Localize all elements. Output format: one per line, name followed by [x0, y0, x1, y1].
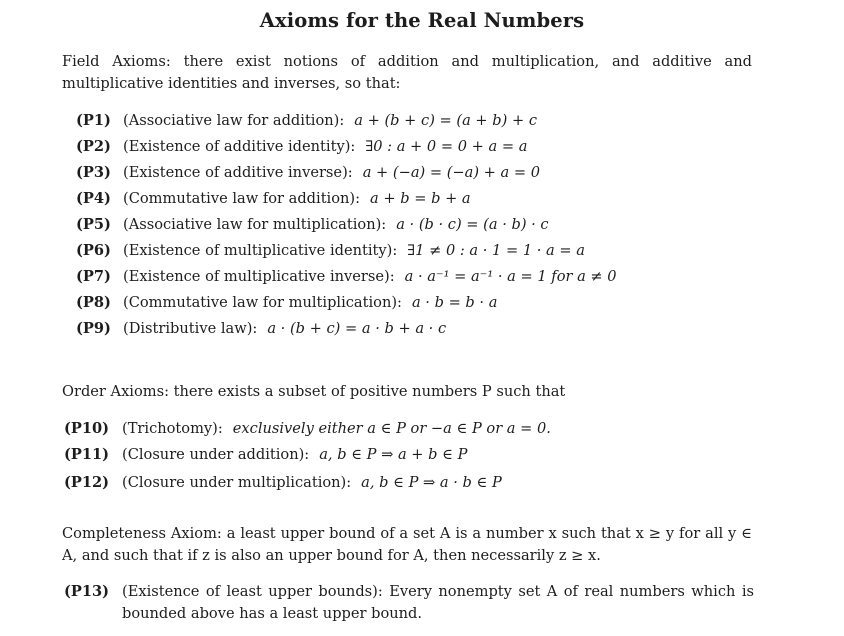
axiom-formula: a + (b + c) = (a + b) + c [354, 112, 538, 129]
axiom-p9 [76, 319, 446, 339]
field-axioms-intro: Field Axioms: there exist notions of addition and multiplication, and additive and multiplicative identities and inverses, so that: [62, 53, 752, 92]
axiom-p5 [76, 215, 549, 235]
axiom-name: (Distributive law): [123, 320, 258, 337]
completeness-axiom-intro: Completeness Axiom: a least upper bound of a set A is a number x such that x ≥ y for all y ∈ A, and such that if z is also an upper bound for A, then necessarily z ≥ x. [62, 525, 752, 564]
axiom-formula: exclusively either a ∈ P or −a ∈ P or a = 0. [232, 420, 551, 437]
axiom-tag: (P5) [76, 216, 111, 233]
axiom-p3 [76, 163, 540, 183]
axiom-name: (Associative law for addition): [123, 112, 345, 129]
axiom-tag: (P4) [76, 190, 111, 207]
axiom-name: (Existence of additive inverse): [123, 164, 353, 181]
page-title: Axioms for the Real Numbers [259, 9, 585, 32]
axiom-name: (Closure under addition): [122, 446, 310, 463]
axiom-p8 [76, 293, 497, 313]
axiom-name: (Trichotomy): [122, 420, 223, 437]
axiom-tag: (P7) [76, 268, 111, 285]
axiom-name: (Closure under multiplication): [122, 474, 352, 491]
axiom-tag: (P6) [76, 242, 111, 259]
axiom-tag: (P1) [76, 112, 111, 129]
axiom-tag: (P8) [76, 294, 111, 311]
axiom-formula: a · a⁻¹ = a⁻¹ · a = 1 for a ≠ 0 [404, 268, 617, 285]
axiom-tag: (P10) [64, 420, 110, 437]
axiom-tag: (P2) [76, 138, 111, 155]
axiom-p4 [76, 189, 471, 209]
axiom-name: (Commutative law for multiplication): [123, 294, 402, 311]
axiom-formula: a + b = b + a [370, 190, 471, 207]
axiom-name: (Commutative law for addition): [123, 190, 361, 207]
axiom-tag: (P11) [64, 446, 110, 463]
axiom-p10 [64, 419, 551, 439]
axiom-name: (Existence of additive identity): [123, 138, 356, 155]
axiom-formula: a · (b · c) = (a · b) · c [396, 216, 549, 233]
axiom-tag: (P3) [76, 164, 111, 181]
axiom-formula: ∃1 ≠ 0 : a · 1 = 1 · a = a [407, 242, 585, 259]
axiom-p12 [64, 473, 502, 493]
axiom-p11 [64, 445, 467, 465]
axiom-formula: a, b ∈ P ⇒ a · b ∈ P [361, 474, 502, 491]
axiom-p7 [76, 267, 617, 287]
axiom-formula: ∃0 : a + 0 = 0 + a = a [365, 138, 528, 155]
axiom-formula: a, b ∈ P ⇒ a + b ∈ P [319, 446, 468, 463]
axiom-p2 [76, 137, 527, 157]
axiom-tag: (P13) [64, 583, 110, 600]
axiom-name: (Existence of multiplicative inverse): [123, 268, 395, 285]
axiom-tag: (P12) [64, 474, 110, 491]
axiom-formula: a · (b + c) = a · b + a · c [267, 320, 447, 337]
axiom-p13 [64, 581, 754, 625]
axiom-name: (Associative law for multiplication): [123, 216, 387, 233]
axiom-p1 [76, 111, 537, 131]
axiom-tag: (P9) [76, 320, 111, 337]
axiom-formula: a · b = b · a [411, 294, 498, 311]
axiom-text: (Existence of least upper bounds): Every nonempty set A of real numbers which is bounded above has a least upper bound. [122, 583, 754, 622]
order-axioms-intro: Order Axioms: there exists a subset of positive numbers P such that [62, 383, 566, 400]
axiom-name: (Existence of multiplicative identity): [123, 242, 398, 259]
axiom-p6 [76, 241, 585, 261]
axiom-formula: a + (−a) = (−a) + a = 0 [362, 164, 541, 181]
